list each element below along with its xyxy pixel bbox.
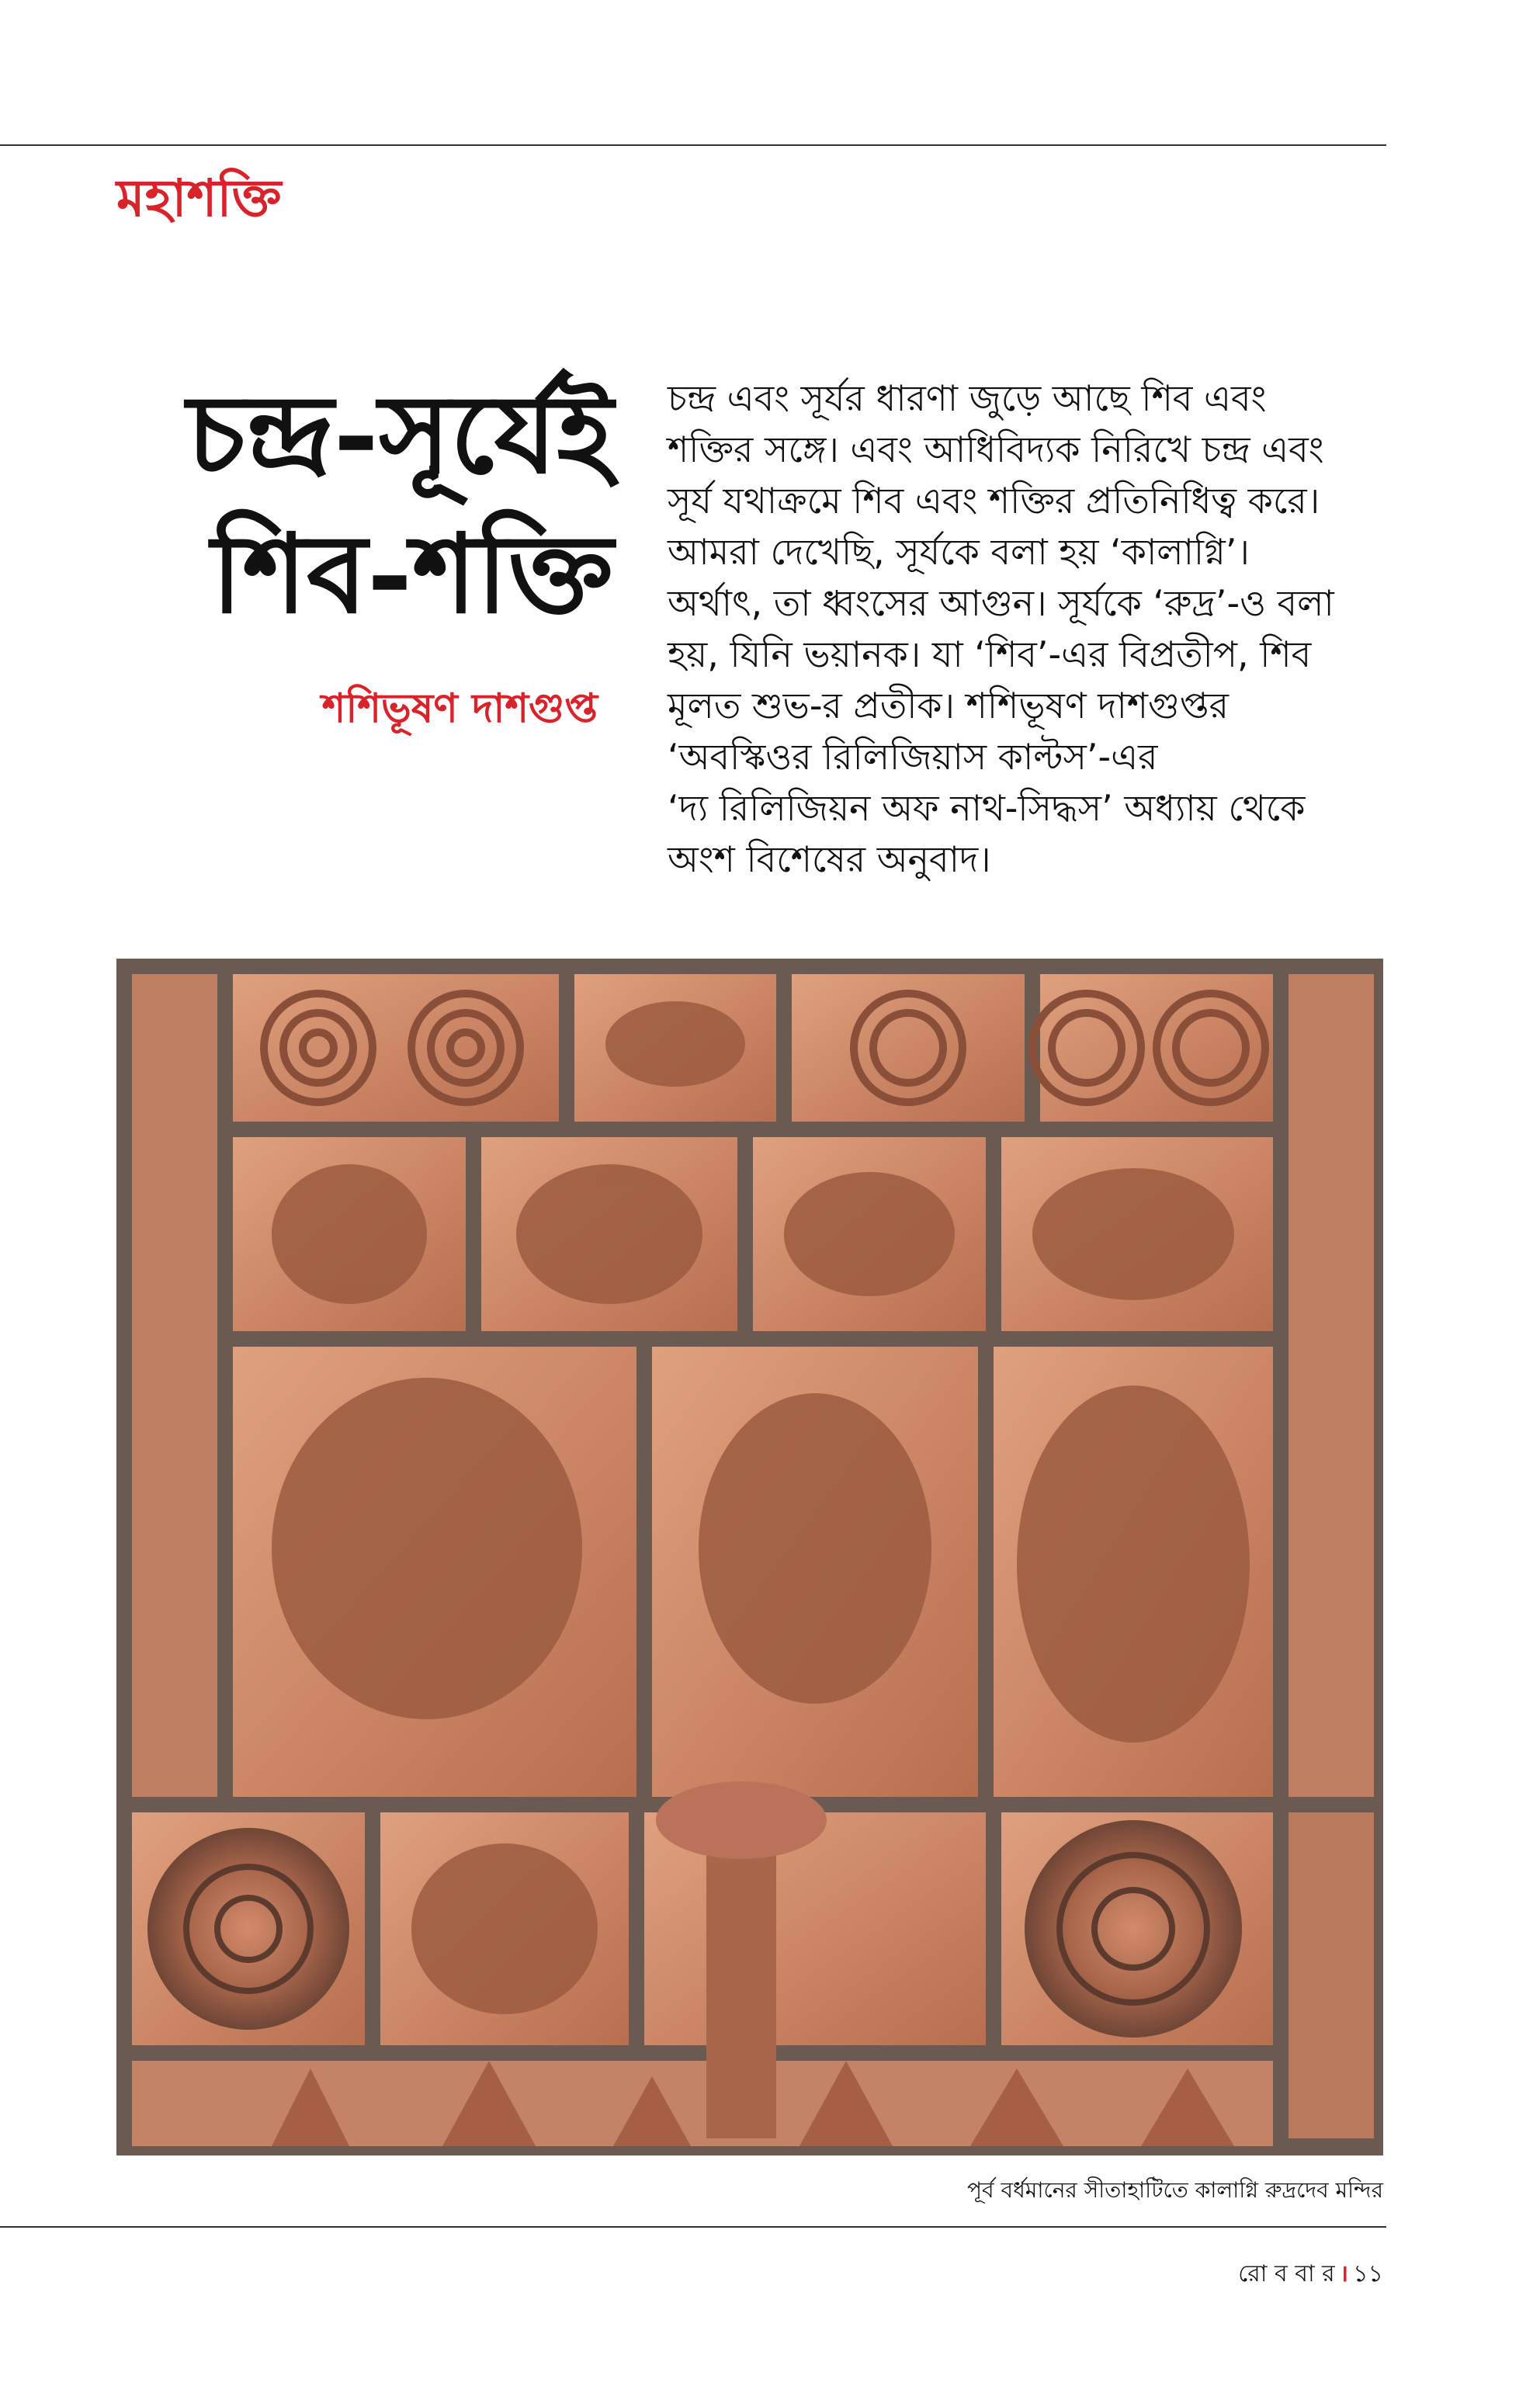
top-rule (0, 144, 1386, 146)
intro-line: সূর্য যথাক্রমে শিব এবং শক্তির প্রতিনিধিত্ব করে। (668, 480, 1320, 522)
section-label: মহাশক্তি (116, 168, 282, 228)
intro-line: হয়, যিনি ভয়ানক। যা ‘শিব’-এর বিপ্রতীপ, শিব (668, 633, 1312, 675)
intro-line: অংশ বিশেষের অনুবাদ। (668, 838, 991, 880)
intro-line: শক্তির সঙ্গে। এবং আধিবিদ্যক নিরিখে চন্দ্র এবং (668, 428, 1324, 470)
intro-line: ‘দ্য রিলিজিয়ন অফ নাথ-সিদ্ধস’ অধ্যায় থেকে (668, 787, 1306, 829)
folio-separator: । (1339, 2260, 1349, 2287)
headline-line-1: চন্দ্র-সূর্যেই (186, 371, 613, 498)
intro-line: চন্দ্র এবং সূর্যর ধারণা জুড়ে আছে শিব এবং (668, 377, 1267, 419)
folio (1164, 2255, 1383, 2294)
terracotta-temple-photo (116, 959, 1383, 2155)
intro-paragraph (668, 373, 1389, 885)
photo-caption: পূর্ব বর্ধমানের সীতাহাটিতে কালাগ্নি রুদ্রদেব মন্দির (967, 2177, 1383, 2203)
bottom-rule (0, 2226, 1386, 2228)
page-number: ১১ (1353, 2260, 1383, 2287)
intro-line: আমরা দেখেছি, সূর্যকে বলা হয় ‘কালাগ্নি’। (668, 531, 1250, 573)
author-byline: শশিভূষণ দাশগুপ্ত (321, 685, 598, 732)
headline-line-2: শিব-শক্তি (211, 511, 613, 638)
intro-line: ‘অবস্কিওর রিলিজিয়াস কাল্টস’-এর (668, 736, 1158, 778)
magazine-name: রো ব বা র (1238, 2260, 1335, 2287)
headline (116, 365, 613, 644)
intro-line: মূলত শুভ-র প্রতীক। শশিভূষণ দাশগুপ্তর (668, 685, 1229, 727)
intro-line: অর্থাৎ, তা ধ্বংসের আগুন। সূর্যকে ‘রুদ্র’-ও বলা (668, 582, 1334, 624)
